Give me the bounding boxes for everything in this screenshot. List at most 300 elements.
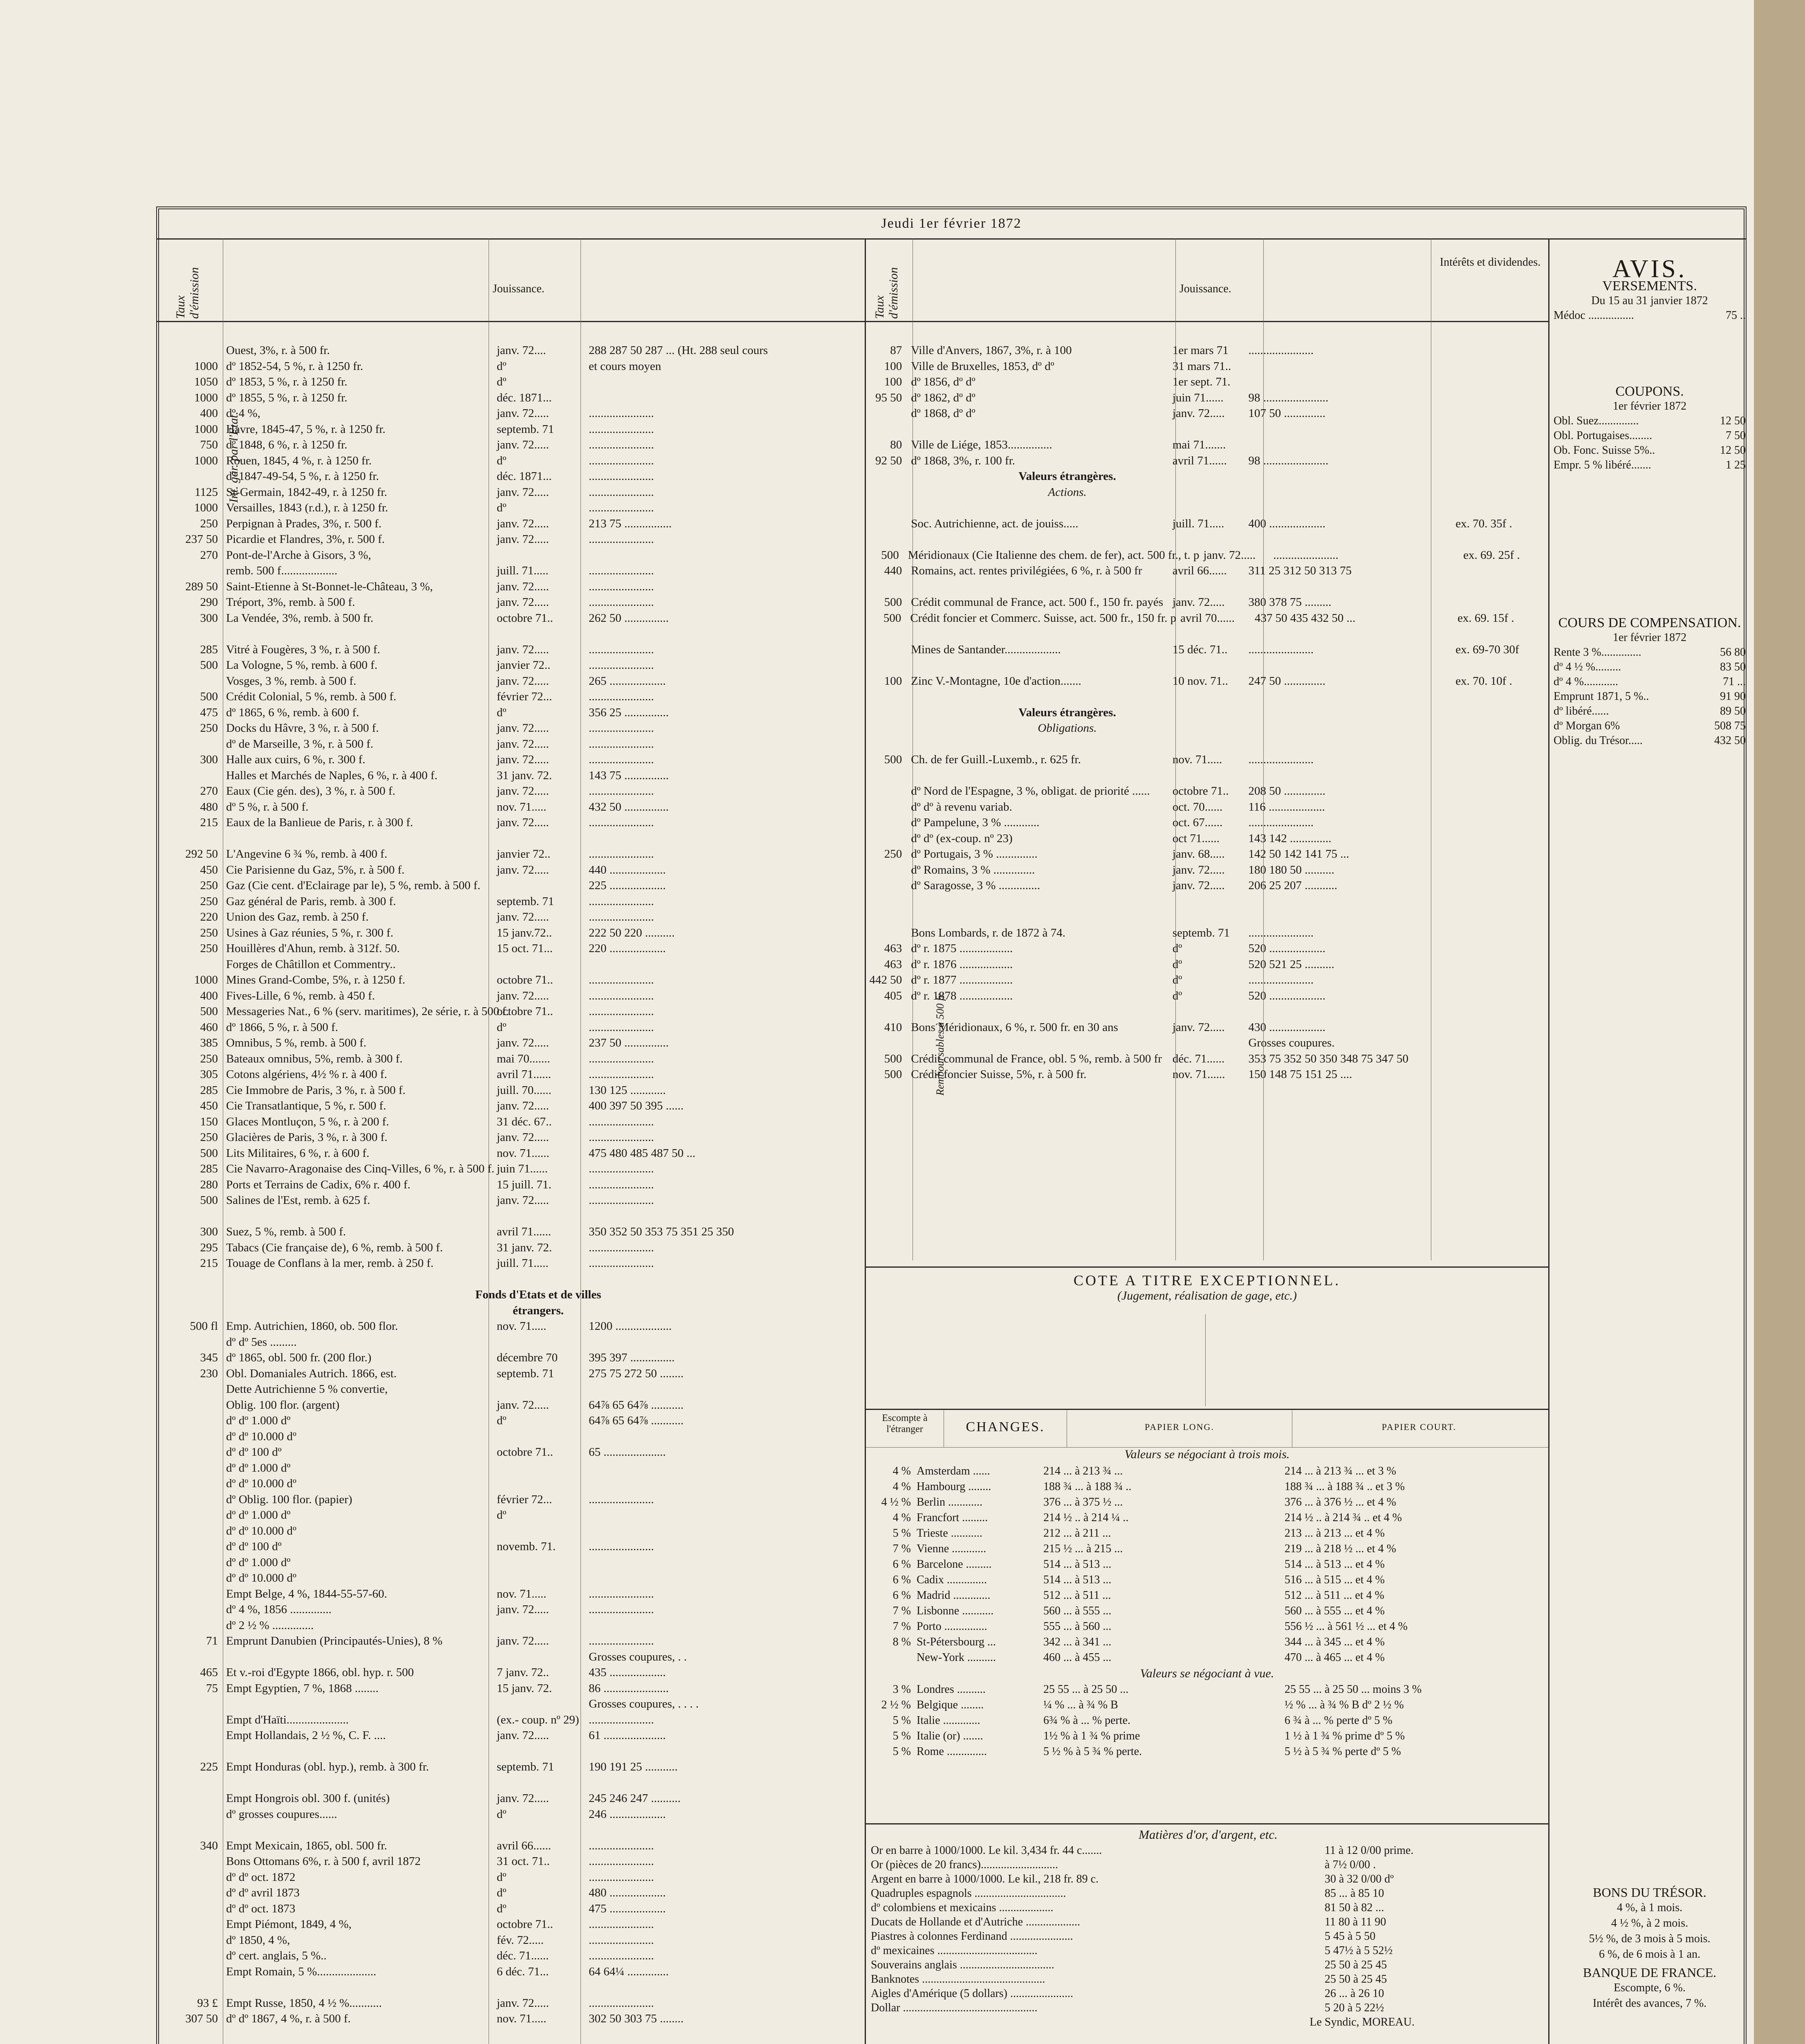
taux-cell: 285 [200, 1083, 218, 1097]
taux-cell: 150 [200, 1115, 218, 1128]
security-name: Versailles, 1843 (r.d.), r. à 1250 fr. [226, 501, 388, 514]
taux-cell [164, 2027, 223, 2043]
taux-cell [164, 1932, 223, 1948]
jouissance-cell: octobre 71.. [497, 1005, 553, 1018]
taux-cell [866, 484, 913, 500]
jouissance-cell: 10 nov. 71.. [1172, 674, 1228, 688]
papier-court-cell: 6 ¾ à ... % perte dº 5 % [1285, 1714, 1392, 1727]
page-date: Jeudi 1er février 1872 [881, 216, 1022, 231]
jouissance-cell: octobre 71.. [1172, 784, 1229, 798]
matiere-name: Banknotes ........................................... [871, 1973, 1045, 1986]
security-name: Crédit communal de France, act. 500 f., 150 fr. payés [911, 596, 1164, 609]
taux-cell: 93 £ [197, 1996, 218, 2010]
jouissance-cell: juill. 71..... [497, 1257, 549, 1270]
jouissance-cell: dº [497, 1414, 507, 1427]
taux-cell [164, 1586, 223, 1602]
cours-cell: 350 352 50 353 75 351 25 350 [589, 1225, 734, 1238]
taux-cell: 92 50 [875, 454, 902, 467]
cours-cell: ...................... [589, 659, 654, 672]
interets-cell [1451, 752, 1547, 768]
sidebar-label: dº Morgan 6% [1554, 719, 1620, 732]
cours-cell: ...................... [589, 1855, 654, 1868]
security-name: Et v.-roi d'Egypte 1866, obl. hyp. r. 500 [226, 1666, 414, 1679]
taux-cell: 500 [200, 1005, 218, 1018]
taux-cell: 285 [200, 1162, 218, 1175]
escompte-cell: 7 % [892, 1620, 911, 1633]
taux-cell: 500 [200, 1194, 218, 1207]
security-name: dº dº 10.000 dº [226, 1477, 296, 1490]
table-row [164, 1665, 863, 1681]
interets-cell [1451, 531, 1547, 547]
security-name: Vitré à Fougères, 3 %, r. à 500 f. [226, 643, 380, 656]
security-name: Glaces Montluçon, 5 %, r. à 200 f. [226, 1115, 389, 1128]
security-name: La Vendée, 3%, remb. à 500 fr. [226, 611, 374, 625]
security-name: dº Saragosse, 3 % .............. [911, 879, 1040, 892]
security-name [907, 894, 1168, 910]
table-row [866, 846, 1547, 862]
taux-cell [164, 1271, 223, 1287]
papier-court-cell: 376 ... à 376 ½ ... et 4 % [1285, 1496, 1396, 1508]
security-name: dº 1865, obl. 500 fr. (200 flor.) [226, 1351, 372, 1364]
interets-cell [1451, 453, 1547, 469]
change-row [866, 1573, 1548, 1589]
taux-cell: 300 [200, 753, 218, 766]
security-name: dº dº 5es ......... [226, 1335, 297, 1349]
taux-cell: 480 [200, 800, 218, 814]
table-row [164, 1334, 863, 1350]
security-name: dº dº 10.000 dº [226, 1571, 296, 1585]
jouissance-cell: juill. 70...... [497, 1083, 552, 1097]
table-row [164, 736, 863, 752]
jouissance-cell: 15 déc. 71.. [1172, 643, 1228, 656]
escompte-cell: 4 ½ % [881, 1496, 911, 1508]
security-name: Forges de Châtillon et Commentry.. [226, 957, 396, 971]
taux2-header: Taux d'émission [873, 267, 900, 319]
jouissance-cell: janv. 72..... [497, 1036, 549, 1049]
security-name: dº 1865, 6 %, remb. à 600 f. [226, 706, 359, 719]
taux-cell: 295 [200, 1241, 218, 1254]
security-name: dº dº oct. 1872 [226, 1870, 296, 1884]
jouissance-cell: janv. 72..... [497, 784, 549, 798]
papier-long-cell: 460 ... à 455 ... [1043, 1651, 1112, 1664]
matiere-row [871, 1843, 1545, 1858]
taux-cell [164, 736, 223, 752]
table-row [866, 359, 1547, 374]
escompte-cell: 7 % [892, 1542, 911, 1555]
security-name: dº 5 %, r. à 500 f. [226, 800, 309, 814]
jouissance-cell: dº [497, 375, 507, 388]
jouissance-cell: dº [497, 454, 507, 467]
cours-cell [585, 1208, 850, 1224]
taux-cell [164, 831, 223, 847]
jouissance-cell: janv. 72..... [1172, 1020, 1225, 1034]
taux-cell [164, 1602, 223, 1618]
change-row [866, 1465, 1548, 1480]
security-name: Empt Piémont, 1849, 4 %, [226, 1918, 352, 1931]
table-row [164, 941, 863, 957]
taux-cell: 230 [200, 1367, 218, 1380]
taux-cell [164, 626, 223, 642]
avis-title: AVIS. [1612, 255, 1687, 283]
change-row [866, 1683, 1548, 1699]
cours-cell [585, 957, 850, 973]
taux-cell [164, 1649, 223, 1665]
security-name [223, 831, 493, 847]
taux-cell: 500 [883, 611, 901, 625]
taux-cell [866, 831, 907, 847]
escompte-cell: 2 ½ % [881, 1699, 911, 1711]
taux-cell [164, 563, 223, 579]
taux-cell: 250 [200, 879, 218, 892]
section-heading: Fonds d'Etats et de villes [475, 1288, 601, 1301]
table-row [164, 1649, 863, 1665]
security-name: Ports et Terrains de Cadix, 6% r. 400 f. [226, 1178, 410, 1191]
interets-cell [1451, 689, 1547, 705]
medoc-value: 75 .. [1726, 309, 1746, 322]
jouissance-cell: janv. 72..... [1172, 596, 1225, 609]
cours-cell: 475 480 485 487 50 ... [589, 1146, 695, 1160]
jouissance-cell: dº [497, 1807, 507, 1821]
interets-cell: ex. 69. 15f . [1457, 611, 1514, 625]
taux-cell [164, 1460, 223, 1476]
security-name: Empt Belge, 4 %, 1844-55-57-60. [226, 1587, 387, 1600]
security-name: dº dº oct. 1873 [226, 1902, 296, 1915]
place-cell: Francfort ......... [917, 1511, 988, 1524]
interets-cell [1451, 406, 1547, 421]
interets-cell [1451, 1051, 1547, 1067]
interets-cell [1451, 831, 1547, 847]
cours-cell: ...................... [589, 1194, 654, 1207]
jouissance-cell: 15 janv. 72. [497, 1681, 552, 1695]
jouissance-cell: janv. 72..... [497, 517, 549, 530]
jouissance-cell: janv. 72.... [497, 344, 546, 357]
table-row [164, 909, 863, 925]
taux-cell: 400 [200, 989, 218, 1002]
table-row [866, 862, 1547, 878]
jouissance-cell [493, 1555, 585, 1571]
jouissance-cell: mai 70....... [497, 1052, 550, 1065]
security-name: Dette Autrichienne 5 % convertie, [226, 1383, 388, 1396]
jouissance-cell [1168, 1004, 1244, 1020]
taux-cell [866, 500, 907, 516]
interets-cell: ex. 69. 25f . [1463, 548, 1520, 562]
cours-cell: 395 397 ............... [589, 1351, 675, 1364]
security-name: Tabacs (Cie française de), 6 %, remb. à 500 f. [226, 1241, 443, 1254]
table-row [866, 878, 1547, 894]
cours-cell: ...................... [1248, 816, 1314, 829]
cours-cell: ...................... [589, 485, 654, 499]
sidebar-value: 56 80 [1720, 646, 1746, 659]
jouissance-cell: janv. 72..... [497, 580, 549, 593]
table-row [866, 547, 1547, 563]
cours-cell: ...................... [589, 847, 654, 861]
cours-cell [1244, 500, 1451, 516]
matiere-row [871, 1915, 1545, 1929]
security-name: dº 1868, 3%, r. 100 fr. [911, 454, 1015, 467]
jouissance-cell [1168, 689, 1244, 705]
change-row [866, 1496, 1548, 1511]
matiere-name: dº mexicaines ................................... [871, 1944, 1038, 1957]
escompte-cell: 8 % [892, 1636, 911, 1648]
escompte-cell: 5 % [892, 1730, 911, 1742]
changes-rule [866, 1409, 1548, 1410]
table-row [866, 988, 1547, 1004]
security-name: dº 1847-49-54, 5 %, r. à 1250 fr. [226, 470, 379, 483]
papier-court-cell: 556 ½ ... à 561 ½ ... et 4 % [1285, 1620, 1408, 1633]
security-name [907, 689, 1168, 705]
interets-cell [1451, 1035, 1547, 1051]
security-name: Mines de Santander................... [911, 643, 1061, 656]
table-row [164, 1995, 863, 2011]
table-row [866, 768, 1547, 784]
sidebar-line: Escompte, 6 %. [1614, 1981, 1686, 1994]
taux-cell [164, 1476, 223, 1492]
security-name: dº dº 1.000 dº [226, 1555, 291, 1569]
security-name: dº r. 1876 .................. [911, 957, 1013, 971]
security-name: Ch. de fer Guill.-Luxemb., r. 625 fr. [911, 753, 1081, 766]
taux-cell: 250 [200, 1131, 218, 1144]
matiere-row [871, 2001, 1545, 2015]
place-cell: Cadix .............. [917, 1573, 987, 1586]
jouissance-cell: juill. 71..... [1172, 517, 1224, 530]
table-row [164, 1712, 863, 1728]
sidebar-label: Ob. Fonc. Suisse 5%.. [1554, 444, 1655, 457]
cours-cell [585, 1555, 850, 1571]
taux-cell [866, 689, 907, 705]
cours-cell: ...................... [589, 438, 654, 451]
security-name: Empt Mexicain, 1865, obl. 500 fr. [226, 1839, 387, 1852]
jouissance-cell [1168, 531, 1244, 547]
taux-cell: 750 [200, 438, 218, 451]
taux-cell: 250 [200, 517, 218, 530]
taux-cell [164, 1964, 223, 1980]
table-row [866, 594, 1547, 610]
cours-cell [585, 1429, 850, 1445]
int-gar-label: Int. gar. par l'Etat. [227, 411, 240, 503]
table-row [164, 1492, 863, 1508]
security-name [223, 2027, 493, 2043]
matiere-name: Or (pièces de 20 francs)........................... [871, 1858, 1058, 1871]
jouissance-cell: 1er mars 71 [1172, 344, 1229, 357]
security-name: dº de Marseille, 3 %, r. à 500 f. [226, 737, 374, 751]
medoc-row [1554, 308, 1746, 323]
place-cell: Italie ............. [917, 1714, 980, 1727]
cours-cell: ...................... [589, 722, 654, 735]
security-name: Fives-Lille, 6 %, remb. à 450 f. [226, 989, 375, 1002]
interets-cell [1451, 894, 1547, 910]
jouissance-cell: dº [497, 706, 507, 719]
sidebar-line: Intérêt des avances, 7 %. [1592, 1997, 1707, 2010]
change-row [866, 1636, 1548, 1651]
cours-cell [585, 374, 850, 390]
jouissance-cell: janv. 72..... [497, 485, 549, 499]
cours-cell: 225 ................... [589, 879, 666, 892]
cours-cell: 400 ................... [1248, 517, 1325, 530]
security-name: Suez, 5 %, remb. à 500 f. [226, 1225, 346, 1238]
taux-cell: 280 [200, 1178, 218, 1191]
cours-cell [1244, 359, 1451, 374]
banque-title: BANQUE DE FRANCE. [1583, 1965, 1717, 1980]
taux-cell [866, 642, 907, 658]
cours-cell: 222 50 220 .......... [589, 926, 675, 939]
header-rule [156, 321, 1548, 322]
table-row [164, 1633, 863, 1649]
jouissance-cell [493, 626, 585, 642]
matieres-section [871, 1827, 1545, 2029]
taux-cell: 215 [200, 1257, 218, 1270]
table-row [164, 626, 863, 642]
change-row [866, 1730, 1548, 1745]
jouissance-cell: septemb. 71 [497, 1760, 554, 1773]
table-row [164, 1964, 863, 1980]
matiere-row [871, 1858, 1545, 1872]
cours-cell: 520 ................... [1248, 942, 1325, 955]
table-row [866, 925, 1547, 941]
cours-cell: 480 ................... [589, 1886, 666, 1899]
security-name: Ville d'Anvers, 1867, 3%, r. à 100 [911, 344, 1072, 357]
security-name: Havre, 1845-47, 5 %, r. à 1250 fr. [226, 422, 386, 436]
jouissance-cell: dº [497, 1870, 507, 1884]
security-name: dº Oblig. 100 flor. (papier) [226, 1493, 352, 1506]
interets-cell [1451, 925, 1547, 941]
cours-cell [585, 1523, 850, 1539]
table-row [164, 1916, 863, 1932]
table-row [164, 1523, 863, 1539]
table-row [164, 815, 863, 831]
table-row [866, 783, 1547, 799]
cours-cell: ...................... [589, 910, 654, 923]
cours-cell: ...................... [589, 1713, 654, 1726]
sidebar-row [1554, 458, 1746, 473]
cours-cell [585, 2027, 850, 2043]
table-row [164, 1586, 863, 1602]
changes-sub-trois-mois: Valeurs se négociant à trois mois. [1124, 1448, 1290, 1461]
table-row [164, 1822, 863, 1838]
taux-cell [866, 925, 907, 941]
taux-cell: 100 [884, 359, 902, 373]
table-row [866, 343, 1547, 359]
table-row [164, 468, 863, 484]
table-row [164, 657, 863, 673]
cours-cell [585, 1460, 850, 1476]
jouissance-cell: nov. 71..... [1172, 753, 1222, 766]
table-row [164, 374, 863, 390]
sidebar-value: 12 50 [1720, 444, 1746, 457]
place-cell: Lisbonne ........... [917, 1605, 994, 1617]
cours-cell [1244, 579, 1451, 595]
jouissance-cell [493, 1979, 585, 1995]
escompte-cell: 4 % [892, 1480, 911, 1493]
cours-cell: ...................... [589, 1131, 654, 1144]
security-name: dº 1852-54, 5 %, r. à 1250 fr. [226, 359, 363, 373]
table-row [866, 941, 1547, 957]
security-name: Empt d'Haïti..................... [226, 1713, 349, 1726]
cours-cell: ...................... [589, 753, 654, 766]
cours-cell: ...................... [589, 1949, 654, 1962]
security-name: Usines à Gaz réunies, 5 %, r. 300 f. [226, 926, 394, 939]
cours-cell: 64 64¼ .............. [589, 1965, 669, 1978]
taux-cell: 305 [200, 1068, 218, 1081]
cours-cell: ...................... [589, 422, 654, 436]
jouissance-cell: juin 71...... [1172, 391, 1224, 404]
jouissance-cell: nov. 71..... [497, 800, 547, 814]
table-row [164, 752, 863, 768]
cours-cell: 356 25 ............... [589, 706, 669, 719]
jouissance-cell: dº [1172, 973, 1182, 986]
cours-cell [585, 1822, 850, 1838]
cours-cell: 98 ...................... [1248, 454, 1329, 467]
security-name: Emp. Autrichien, 1860, ob. 500 flor. [226, 1320, 398, 1333]
sidebar-value: 12 50 [1720, 415, 1746, 427]
taux-cell [164, 768, 223, 784]
table-row [866, 909, 1547, 925]
jouissance-cell: janv. 72..... [497, 407, 549, 420]
taux-cell: 250 [200, 1052, 218, 1065]
interets-cell [1451, 579, 1547, 595]
cours-cell: ...................... [589, 1587, 654, 1600]
table-row [866, 500, 1547, 516]
place-cell: Berlin ............ [917, 1496, 982, 1508]
jouissance-cell [493, 957, 585, 973]
taux-cell: 1000 [194, 501, 218, 514]
jouissance2-header: Jouissance. [1179, 282, 1231, 295]
cours-cell: ...................... [589, 973, 654, 986]
security-name: Halle aux cuirs, 6 %, r. 300 f. [226, 753, 365, 766]
jouissance-cell: octobre 71.. [497, 973, 553, 986]
taux-cell: 1000 [194, 422, 218, 436]
security-name: Union des Gaz, remb. à 250 f. [226, 910, 369, 923]
jouissance-cell: dº [497, 501, 507, 514]
taux-cell [164, 1570, 223, 1586]
security-name: dº 1866, 5 %, r. à 500 f. [226, 1020, 338, 1034]
cours-cell: ...................... [589, 1918, 654, 1931]
change-row [866, 1511, 1548, 1527]
matiere-value: 5 45 à 5 50 [1325, 1930, 1376, 1943]
table-row [164, 1570, 863, 1586]
cours-cell: ...................... [589, 470, 654, 483]
escompte-cell: 6 % [892, 1589, 911, 1602]
cours-cell: ...................... [589, 501, 654, 514]
page-edge [1754, 0, 1805, 2044]
taux-cell [164, 1822, 223, 1838]
table-row [866, 1035, 1547, 1051]
taux-cell [164, 1979, 223, 1995]
jouissance-cell: janv. 72..... [1172, 407, 1225, 420]
jouissance-cell [493, 1476, 585, 1492]
table-row [164, 1555, 863, 1571]
cote-rule [866, 1266, 1548, 1268]
taux-cell: 250 [884, 847, 902, 861]
cours-cell: 435 ................... [589, 1666, 666, 1679]
place-cell: Porto ............... [917, 1620, 987, 1633]
date-rule [156, 238, 1747, 240]
table-row [164, 988, 863, 1004]
escompte-cell: 5 % [892, 1745, 911, 1758]
table-row [164, 1932, 863, 1948]
taux-cell [164, 343, 223, 359]
table-row [866, 1051, 1547, 1067]
interets-cell [1451, 862, 1547, 878]
taux-cell [164, 1444, 223, 1460]
matiere-value: 11 à 12 0/00 prime. [1325, 1844, 1414, 1857]
taux-cell: 95 50 [875, 391, 902, 404]
jouissance-cell: nov. 71..... [497, 1320, 547, 1333]
security-name [907, 909, 1168, 925]
jouissance-cell: 31 janv. 72. [497, 1241, 552, 1254]
jouissance-cell: oct. 70...... [1172, 800, 1223, 814]
place-cell: Madrid ............. [917, 1589, 991, 1602]
table-row [866, 752, 1547, 768]
